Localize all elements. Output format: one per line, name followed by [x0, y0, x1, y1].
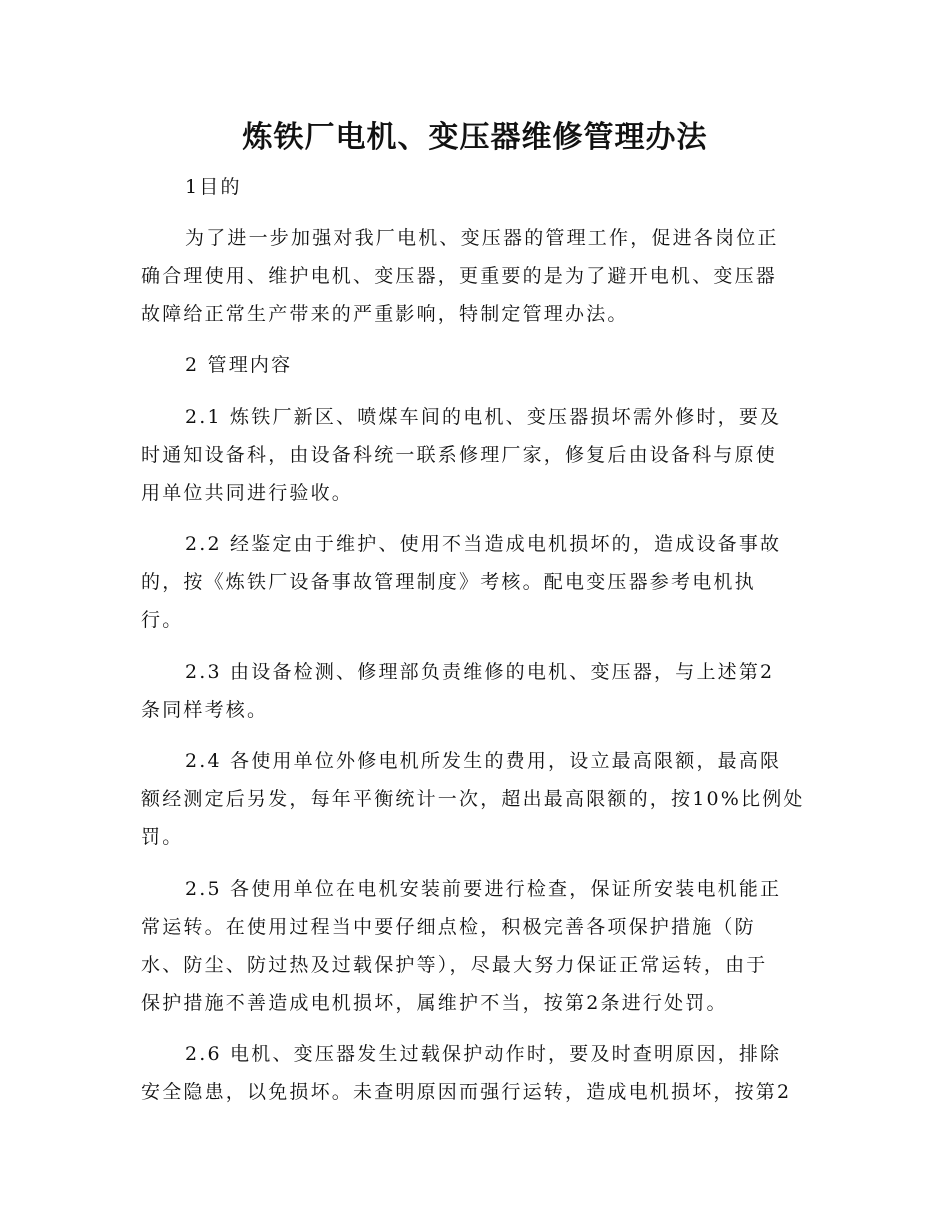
paragraph-line: 2.4 各使用单位外修电机所发生的费用，设立最高限额，最高限 [185, 750, 782, 772]
paragraph-line: 2.5 各使用单位在电机安装前要进行检查，保证所安装电机能正 [185, 878, 782, 900]
paragraph-line: 2.1 炼铁厂新区、喷煤车间的电机、变压器损坏需外修时，要及 [185, 406, 782, 428]
paragraph-line: 用单位共同进行验收。 [141, 482, 354, 504]
paragraph-line: 保护措施不善造成电机损坏，属维护不当，按第2条进行处罚。 [141, 992, 728, 1014]
page-title: 炼铁厂电机、变压器维修管理办法 [242, 120, 708, 155]
paragraph-line: 故障给正常生产带来的严重影响，特制定管理办法。 [141, 303, 629, 325]
paragraph-line: 条同样考核。 [141, 699, 269, 721]
paragraph-line: 2.6 电机、变压器发生过载保护动作时，要及时查明原因，排除 [185, 1043, 782, 1065]
paragraph-line: 确合理使用、维护电机、变压器，更重要的是为了避开电机、变压器 [141, 265, 778, 287]
paragraph-line: 额经测定后另发，每年平衡统计一次，超出最高限额的，按10%比例处 [141, 788, 805, 810]
paragraph-line: 行。 [141, 609, 184, 631]
paragraph-line: 2.2 经鉴定由于维护、使用不当造成电机损坏的，造成设备事故 [185, 533, 782, 555]
paragraph-line: 的，按《炼铁厂设备事故管理制度》考核。配电变压器参考电机执 [141, 571, 756, 593]
paragraph-line: 时通知设备科，由设备科统一联系修理厂家，修复后由设备科与原使 [141, 444, 778, 466]
paragraph-line: 1目的 [185, 176, 242, 198]
paragraph-line: 罚。 [141, 826, 184, 848]
paragraph-line: 常运转。在使用过程当中要仔细点检，积极完善各项保护措施（防 [141, 916, 756, 938]
paragraph-line: 2.3 由设备检测、修理部负责维修的电机、变压器，与上述第2 [185, 661, 775, 683]
paragraph-line: 安全隐患，以免损坏。未查明原因而强行运转，造成电机损坏，按第2 [141, 1081, 792, 1103]
paragraph-line: 水、防尘、防过热及过载保护等），尽最大努力保证正常运转，由于 [141, 954, 768, 976]
paragraph-line: 2 管理内容 [185, 354, 293, 376]
paragraph-line: 为了进一步加强对我厂电机、变压器的管理工作，促进各岗位正 [185, 227, 779, 249]
